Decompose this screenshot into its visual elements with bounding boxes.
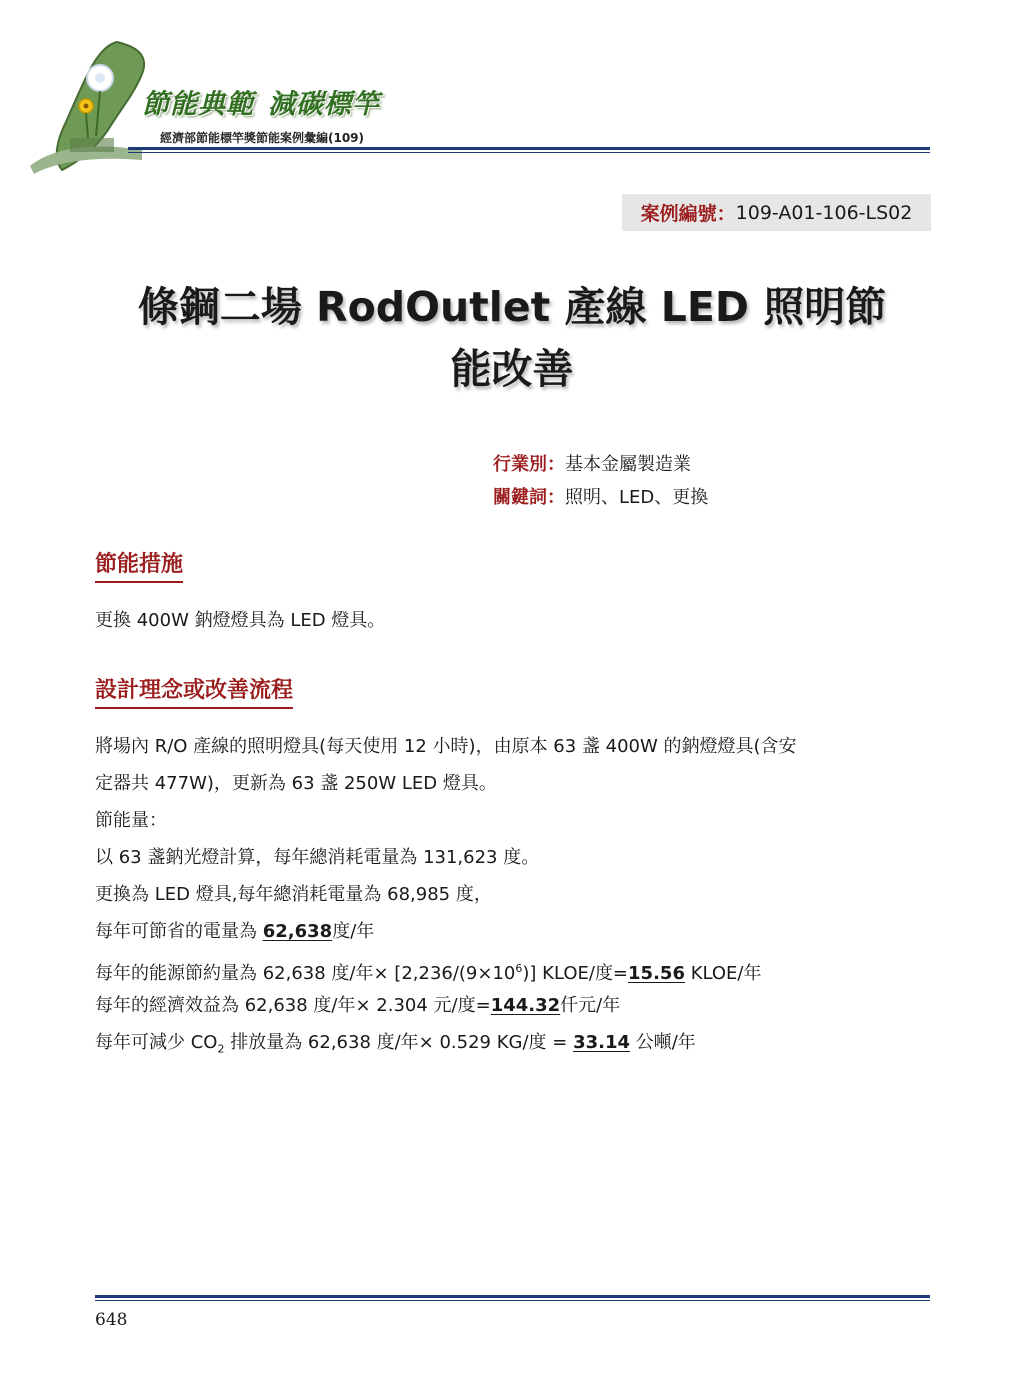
case-number-box xyxy=(622,194,931,231)
co2-reduction-prefix: 每年可減少 CO xyxy=(95,1032,218,1053)
co2-subscript: 2 xyxy=(217,1042,225,1056)
industry-value: 基本金屬製造業 xyxy=(565,454,691,475)
energy-saving-line xyxy=(95,950,935,987)
energy-saving-value: 15.56 xyxy=(628,963,685,984)
slogan-part-1: 節能典範 xyxy=(142,89,254,120)
electricity-saving-unit: 度/年 xyxy=(332,921,375,942)
design-line-1: 將場內 R/O 產線的照明燈具(每天使用 12 小時)，由原本 63 盞 400W 的鈉燈燈具(含安 xyxy=(95,736,797,757)
keywords-row xyxy=(493,481,708,514)
case-number-value: 109-A01-106-LS02 xyxy=(735,201,913,224)
co2-reduction-mid: 排放量為 62,638 度/年× 0.529 KG/度 = xyxy=(224,1032,574,1053)
page-header xyxy=(0,0,1024,180)
economic-benefit-prefix: 每年的經濟效益為 62,638 度/年× 2.304 元/度= xyxy=(95,995,491,1016)
document-title xyxy=(90,276,934,400)
header-slogan xyxy=(142,82,380,121)
economic-benefit-line xyxy=(95,987,935,1024)
title-line-2: 能改善 xyxy=(450,345,574,393)
design-line-2: 定器共 477W)，更新為 63 盞 250W LED 燈具。 xyxy=(95,773,497,794)
keywords-value: 照明、LED、更換 xyxy=(565,487,709,508)
energy-saving-mid: )] KLOE/度= xyxy=(522,963,629,984)
footer-rule-thin xyxy=(95,1300,930,1301)
electricity-saving-line xyxy=(95,913,935,950)
slogan-part-2: 減碳標竿 xyxy=(268,89,380,120)
page-number: 648 xyxy=(95,1310,128,1330)
footer-rule xyxy=(95,1295,930,1298)
electricity-saving-value: 62,638 xyxy=(262,921,333,942)
design-line-5: 更換為 LED 燈具,每年總消耗電量為 68,985 度， xyxy=(95,884,492,905)
economic-benefit-value: 144.32 xyxy=(490,995,561,1016)
keywords-label: 關鍵詞： xyxy=(493,487,565,508)
section-heading-measures: 節能措施 xyxy=(95,547,183,583)
case-meta xyxy=(493,448,708,514)
design-line-4: 以 63 盞鈉光燈計算，每年總消耗電量為 131,623 度。 xyxy=(95,847,540,868)
energy-saving-exponent: 6 xyxy=(515,962,523,975)
design-line-3: 節能量： xyxy=(95,810,167,831)
co2-reduction-unit: 公噸/年 xyxy=(630,1032,696,1053)
co2-reduction-line xyxy=(95,1024,935,1061)
header-rule xyxy=(128,147,930,150)
header-rule-thin xyxy=(128,152,930,153)
electricity-saving-prefix: 每年可節省的電量為 xyxy=(95,921,263,942)
section-measures-text: 更換 400W 鈉燈燈具為 LED 燈具。 xyxy=(95,610,386,631)
case-number-label: 案例編號： xyxy=(640,203,736,225)
energy-saving-unit: KLOE/年 xyxy=(684,963,762,984)
title-line-1: 條鋼二場 RodOutlet 產線 LED 照明節 xyxy=(137,283,887,331)
industry-label: 行業別： xyxy=(493,454,565,475)
header-subtitle: 經濟部節能標竿獎節能案例彙編(109) xyxy=(160,131,365,145)
co2-reduction-value: 33.14 xyxy=(573,1032,631,1053)
industry-row xyxy=(493,448,708,481)
section-design-body xyxy=(95,728,935,1061)
section-heading-design: 設計理念或改善流程 xyxy=(95,673,293,709)
energy-saving-prefix: 每年的能源節約量為 62,638 度/年× [2,236/(9×10 xyxy=(95,963,516,984)
economic-benefit-unit: 仟元/年 xyxy=(560,995,621,1016)
